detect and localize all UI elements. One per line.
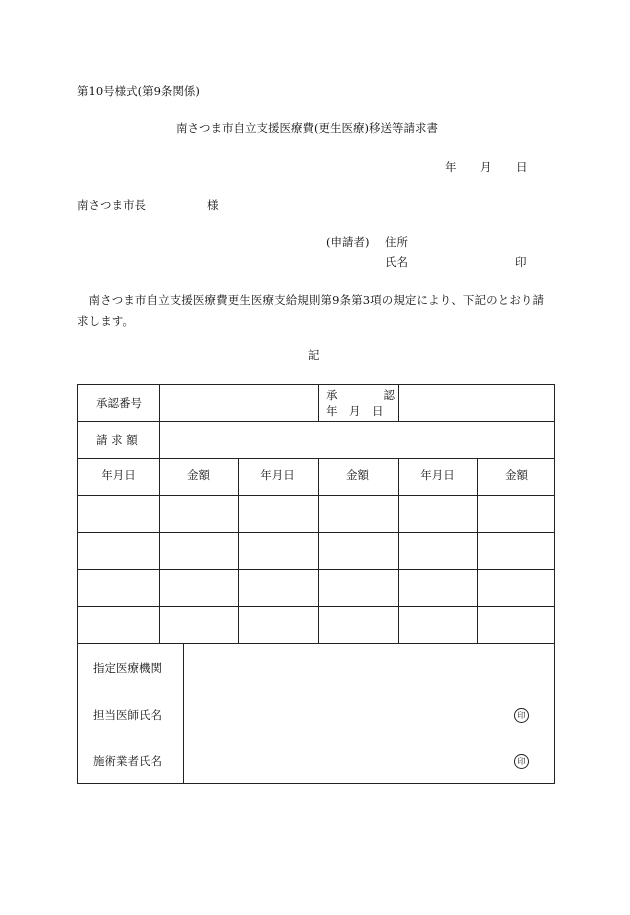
address-label: 住所 (385, 235, 408, 249)
table-rule (78, 495, 554, 496)
table-rule (159, 385, 160, 421)
column-header-amount: 金額 (505, 468, 528, 482)
column-header-amount: 金額 (346, 468, 369, 482)
date-year-label: 年 (445, 160, 457, 174)
table-rule (78, 532, 554, 533)
approval-date-label-line1: 承 認 (326, 388, 395, 402)
body-text: 南さつま市自立支援医療費更生医療支給規則第9条第3項の規定により、下記のとおり請求します。 (77, 293, 545, 328)
honorific: 様 (207, 198, 219, 212)
table-rule (78, 421, 554, 422)
institution-label: 指定医療機関 (93, 661, 162, 675)
approval-date-label-line2: 年 月 日 (326, 404, 384, 418)
seal-label: 印 (515, 255, 527, 269)
column-header-date: 年月日 (101, 468, 136, 482)
table-rule (238, 458, 239, 643)
table-rule (318, 458, 319, 643)
table-rule (78, 606, 554, 607)
table-rule (78, 569, 554, 570)
form-title: 南さつま市自立支援医療費(更生医療)移送等請求書 (176, 121, 438, 135)
table-rule (398, 385, 399, 421)
claim-amount-label: 請 求 額 (96, 433, 138, 447)
table-rule (183, 643, 184, 783)
date-day-label: 日 (516, 160, 528, 174)
column-header-date: 年月日 (420, 468, 455, 482)
claim-table (77, 384, 555, 784)
table-rule (318, 385, 319, 421)
table-rule (159, 421, 160, 458)
table-rule (477, 458, 478, 643)
table-rule (78, 643, 554, 644)
approval-number-label: 承認番号 (96, 396, 142, 410)
column-header-amount: 金額 (187, 468, 210, 482)
table-rule (159, 458, 160, 643)
practitioner-seal-icon: 印 (514, 754, 529, 769)
practitioner-name-label: 施術業者氏名 (93, 754, 162, 768)
ki-heading: 記 (308, 348, 320, 362)
doctor-seal-icon: 印 (514, 708, 529, 723)
column-header-date: 年月日 (260, 468, 295, 482)
applicant-label: (申請者) (326, 235, 370, 249)
doctor-name-label: 担当医師氏名 (93, 708, 162, 722)
date-month-label: 月 (480, 160, 492, 174)
table-rule (78, 458, 554, 459)
form-number: 第10号様式(第9条関係) (77, 84, 200, 98)
name-label: 氏名 (385, 255, 408, 269)
table-rule (398, 458, 399, 643)
addressee: 南さつま市長 (77, 198, 146, 212)
